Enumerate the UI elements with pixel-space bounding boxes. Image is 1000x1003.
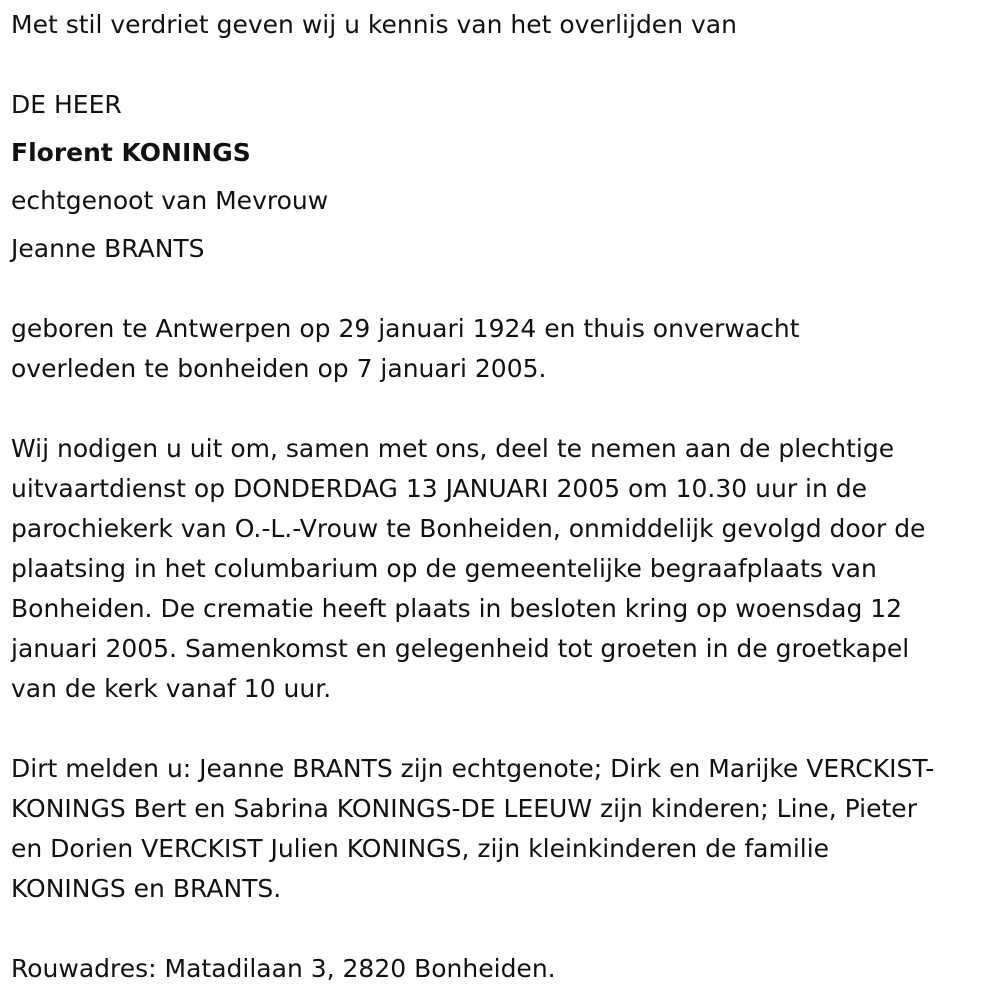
invitation-line: van de kerk vanaf 10 uur.: [11, 674, 332, 703]
honorific: DE HEER: [11, 90, 122, 119]
family-line: KONINGS Bert en Sabrina KONINGS-DE LEEUW zijn kinderen; Line, Pieter: [11, 794, 917, 823]
family-line: en Dorien VERCKIST Julien KONINGS, zijn kleinkinderen de familie: [11, 834, 830, 863]
mourning-address: Rouwadres: Matadilaan 3, 2820 Bonheiden.: [11, 954, 556, 983]
deceased-name: Florent KONINGS: [11, 138, 251, 167]
intro-text: Met stil verdriet geven wij u kennis van het overlijden van: [11, 10, 737, 39]
invitation-line: Wij nodigen u uit om, samen met ons, deel te nemen aan de plechtige: [11, 434, 895, 463]
spouse-name: Jeanne BRANTS: [11, 234, 205, 263]
invitation-line: uitvaartdienst op DONDERDAG 13 JANUARI 2005 om 10.30 uur in de: [11, 474, 868, 503]
birth-line: overleden te bonheiden op 7 januari 2005.: [11, 354, 547, 383]
invitation-line: parochiekerk van O.-L.-Vrouw te Bonheiden, onmiddelijk gevolgd door de: [11, 514, 926, 543]
invitation-line: Bonheiden. De crematie heeft plaats in besloten kring op woensdag 12: [11, 594, 903, 623]
family-line: Dirt melden u: Jeanne BRANTS zijn echtgenote; Dirk en Marijke VERCKIST-: [11, 754, 935, 783]
invitation-line: januari 2005. Samenkomst en gelegenheid tot groeten in de groetkapel: [11, 634, 910, 663]
spouse-label: echtgenoot van Mevrouw: [11, 186, 329, 215]
family-line: KONINGS en BRANTS.: [11, 874, 282, 903]
birth-line: geboren te Antwerpen op 29 januari 1924 en thuis onverwacht: [11, 314, 800, 343]
invitation-line: plaatsing in het columbarium op de gemeentelijke begraafplaats van: [11, 554, 877, 583]
